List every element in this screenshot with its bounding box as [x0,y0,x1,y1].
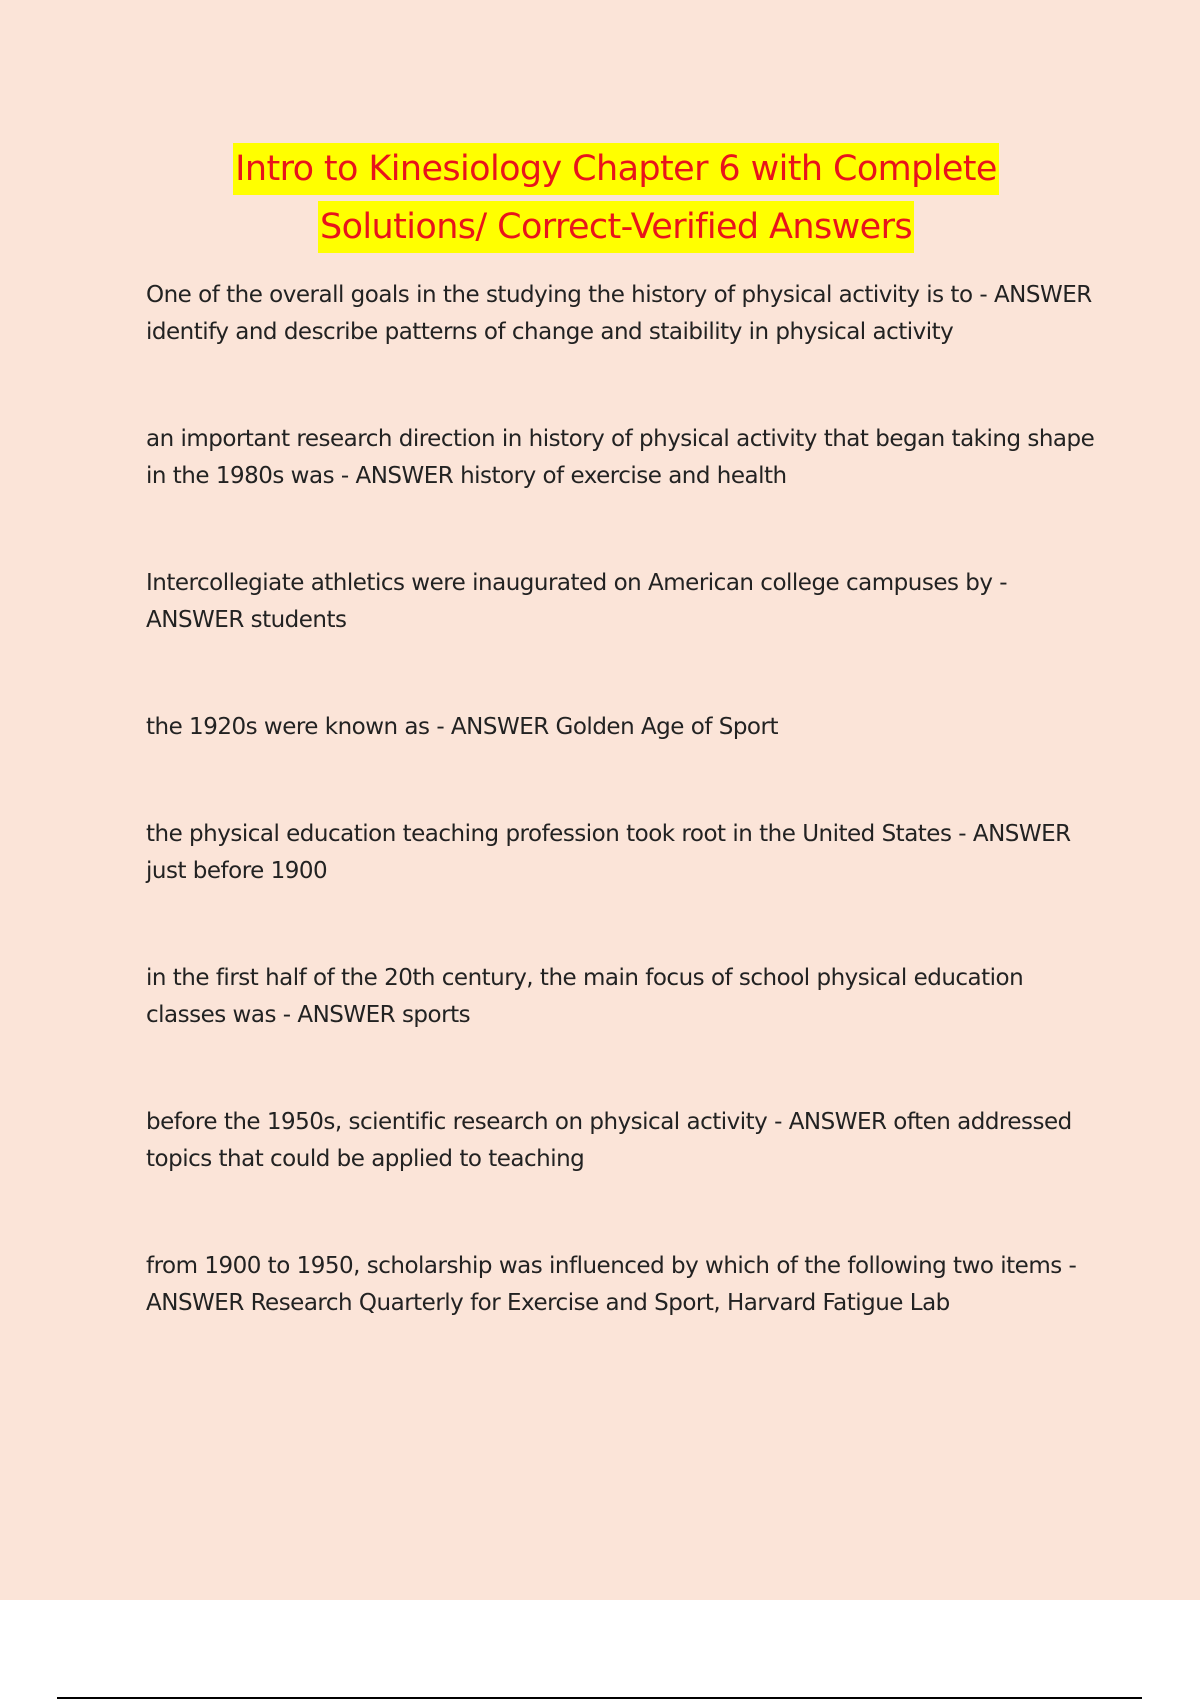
title-line-1: Intro to Kinesiology Chapter 6 with Complete [233,143,999,195]
qa-item-6: in the first half of the 20th century, the main focus of school physical education classes was - ANSWER sports [146,965,1024,1028]
qa-item-2: an important research direction in history of physical activity that began taking shape in the 1980s was - ANSWER history of exercise and health [146,426,1095,489]
qa-item-1: One of the overall goals in the studying the history of physical activity is to - ANSWER identify and describe patterns of change and staibility in physical activity [146,282,1092,345]
qa-item-4: the 1920s were known as - ANSWER Golden Age of Sport [146,714,778,740]
footer-divider [57,1697,1142,1699]
qa-item-7: before the 1950s, scientific research on physical activity - ANSWER often addressed topics that could be applied to teaching [146,1109,1072,1172]
question-answer-list [146,277,1096,1392]
page-title [0,143,1200,259]
title-line-2: Solutions/ Correct-Verified Answers [318,201,914,253]
qa-item-3: Intercollegiate athletics were inaugurated on American college campuses by - ANSWER students [146,570,1008,633]
qa-item-5: the physical education teaching profession took root in the United States - ANSWER just before 1900 [146,821,1071,884]
qa-item-8: from 1900 to 1950, scholarship was influenced by which of the following two items - ANSWER Research Quarterly for Exercise and Sport, Harvard Fatigue Lab [146,1253,1077,1316]
